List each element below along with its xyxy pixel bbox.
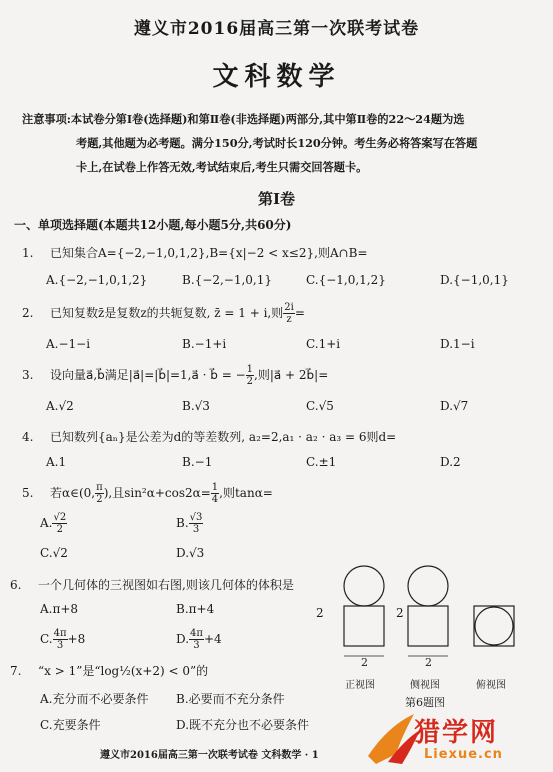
q6-option-c: C. $\frac{4\pi}{3}$ +8 <box>40 628 86 651</box>
q5-option-b-fraction: $\frac{√3}{3}$ <box>189 512 203 535</box>
q5-option-a: A. $\frac{√2}{2}$ <box>40 512 67 535</box>
front-dim-label: 2 <box>316 606 324 620</box>
question-2: 2. 已知复数z̄是复数z的共轭复数, z̄ = 1 + i,则 $\frac{2i}{z}$ = <box>22 302 305 325</box>
question-6: 6. 一个几何体的三视图如右图,则该几何体的体积是 <box>10 578 294 592</box>
q4-option-a: A.1 <box>46 455 67 469</box>
question-3: 3. 设向量a⃗,b⃗满足|a⃗|=|b⃗|=1,a⃗ · b⃗ = − $\frac{1}{2}$ ,则|a⃗ + 2b⃗|= <box>22 364 329 387</box>
subject-title: 文科数学 <box>212 62 341 92</box>
question-5: 5. 若α∈(0, $\frac{\pi}{2}$ ),且sin²α+cos2α= $\frac{1}{4}$ ,则tanα= <box>22 482 273 505</box>
page-footer: 遵义市2016届高三第一次联考试卷 文科数学 · 1 <box>100 750 319 761</box>
q4-option-d: D.2 <box>440 455 461 469</box>
q1-option-d: D.{−1,0,1} <box>440 273 509 287</box>
q3-option-c: C.√5 <box>306 399 334 413</box>
q6-option-d: D. $\frac{4\pi}{3}$ +4 <box>176 628 222 651</box>
q7-option-c: C.充要条件 <box>40 718 101 732</box>
q3-option-d: D.√7 <box>440 399 469 413</box>
q1-option-c: C.{−1,0,1,2} <box>306 273 386 287</box>
side-view-sphere <box>408 566 448 606</box>
q1-option-b: B.{−2,−1,0,1} <box>182 273 272 287</box>
question-6-stem: 一个几何体的三视图如右图,则该几何体的体积是 <box>38 578 294 592</box>
q6-option-b: B.π+4 <box>176 602 215 616</box>
q7-option-d: D.既不充分也不必要条件 <box>176 718 310 732</box>
q3-option-b: B.√3 <box>182 399 210 413</box>
q3-option-a: A.√2 <box>46 399 74 413</box>
q6-option-a: A.π+8 <box>40 602 79 616</box>
front-bottom-dim: 2 <box>361 656 368 669</box>
notes-block <box>22 107 534 179</box>
top-view-square <box>474 606 514 646</box>
q5-option-b: B. $\frac{√3}{3}$ <box>176 512 203 535</box>
q2-option-c: C.1+i <box>306 337 341 351</box>
q6-option-c-fraction: $\frac{4\pi}{3}$ <box>53 628 67 651</box>
q5-fraction-1: $\frac{\pi}{2}$ <box>96 482 103 505</box>
q4-option-c: C.±1 <box>306 455 337 469</box>
notes-label: 注意事项: <box>22 112 71 126</box>
side-view-cube <box>408 606 448 646</box>
q4-option-b: B.−1 <box>182 455 213 469</box>
front-view-sphere <box>344 566 384 606</box>
notes-line-1: 本试卷分第Ⅰ卷(选择题)和第Ⅱ卷(非选择题)两部分,其中第Ⅱ卷的22～24题为选 <box>70 112 465 126</box>
q2-option-b: B.−1+i <box>182 337 227 351</box>
q7-option-b: B.必要而不充分条件 <box>176 692 285 706</box>
front-view-cube <box>344 606 384 646</box>
question-1-stem: 已知集合A={−2,−1,0,1,2},B={x|−2 < x≤2},则A∩B= <box>50 246 368 260</box>
question-4-stem: 已知数列{aₙ}是公差为d的等差数列, a₂=2,a₁ · a₂ · a₃ = 6则d= <box>50 430 397 444</box>
question-4: 4. 已知数列{aₙ}是公差为d的等差数列, a₂=2,a₁ · a₂ · a₃ = 6则d= <box>22 430 397 444</box>
q5-option-c: C.√2 <box>40 546 68 560</box>
top-view-label: 俯视图 <box>476 680 506 691</box>
exam-title: 遵义市2016届高三第一次联考试卷 <box>133 19 420 39</box>
question-7-stem: “x > 1”是“log½(x+2) < 0”的 <box>38 664 209 678</box>
watermark-url: Liexue.cn <box>424 747 503 762</box>
q2-option-d: D.1−i <box>440 337 475 351</box>
q3-fraction: $\frac{1}{2}$ <box>246 364 254 387</box>
q2-option-a: A.−1−i <box>46 337 91 351</box>
question-1: 1. 已知集合A={−2,−1,0,1,2},B={x|−2 < x≤2},则A∩B= <box>22 246 368 260</box>
front-view-label: 正视图 <box>345 680 375 691</box>
notes-line-3: 卡上,在试卷上作答无效,考试结束后,考生只需交回答题卡。 <box>76 160 368 174</box>
notes-line-2: 考题,其他题为必考题。满分150分,考试时长120分钟。考生务必将答案写在答题 <box>76 136 478 150</box>
volume-heading: 第Ⅰ卷 <box>257 190 296 208</box>
top-view-circle <box>475 607 513 645</box>
side-bottom-dim: 2 <box>425 656 432 669</box>
side-dim-label: 2 <box>396 606 404 620</box>
section-heading: 一、单项选择题(本题共12小题,每小题5分,共60分) <box>14 218 292 232</box>
q5-option-a-fraction: $\frac{√2}{2}$ <box>53 512 67 535</box>
figure-caption: 第6题图 <box>405 696 445 709</box>
question-7: 7. “x > 1”是“log½(x+2) < 0”的 <box>10 664 209 678</box>
q2-fraction: $\frac{2i}{z}$ <box>284 302 294 325</box>
side-view-label: 侧视图 <box>410 680 440 691</box>
q5-option-d: D.√3 <box>176 546 205 560</box>
q6-option-d-fraction: $\frac{4\pi}{3}$ <box>190 628 203 651</box>
q1-option-a: A.{−2,−1,0,1,2} <box>46 273 148 287</box>
watermark-text: 猎学网 <box>414 718 499 748</box>
q7-option-a: A.充分而不必要条件 <box>40 692 149 706</box>
q5-fraction-2: $\frac{1}{4}$ <box>211 482 219 505</box>
